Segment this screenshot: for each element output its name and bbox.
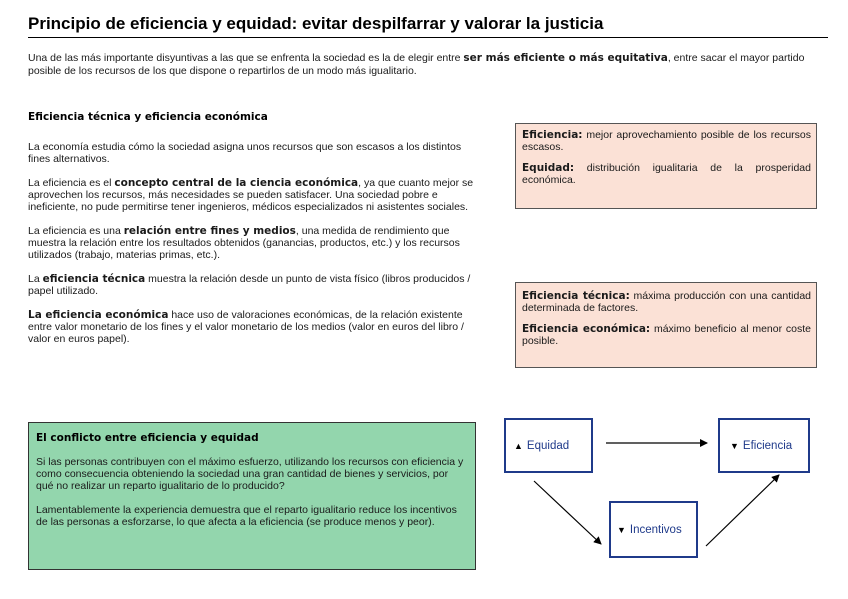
p2-before: La eficiencia es el bbox=[28, 177, 115, 189]
paragraph-3 bbox=[28, 225, 486, 261]
arrow-incentivos-to-eficiencia bbox=[706, 475, 779, 546]
definition-text: distribución igualitaria de la prosperidad económica. bbox=[522, 162, 811, 186]
p5-after: hace uso de valoraciones económicas, de la relación existente entre valor monetario de los fines y el valor monetario de los medios (valor en euros del libro / valor en euros papel). bbox=[28, 309, 464, 345]
p3-after: , una medida de rendimiento que muestra la relación entre los resultados obtenidos (ganancias, productos, etc.) y los recursos utilizados (trabajo, materias primas, etc.). bbox=[28, 225, 460, 261]
main-column bbox=[28, 111, 486, 357]
definition-equidad bbox=[522, 162, 811, 186]
definition-text: mejor aprovechamiento posible de los recursos escasos. bbox=[522, 129, 811, 153]
definitions-box-efficiency-equity bbox=[515, 123, 817, 209]
diagram-node-incentivos bbox=[609, 501, 698, 558]
conflict-paragraph-1: Si las personas contribuyen con el máximo esfuerzo, utilizando los recursos con eficiencia y como consecuencia obteniendo la sociedad una gran cantidad de bienes y servicios, por qué no realizar un reparto igualitario de lo producido? bbox=[36, 456, 464, 492]
node-label: Eficiencia bbox=[742, 439, 793, 452]
paragraph-5 bbox=[28, 309, 486, 345]
p4-before: La bbox=[28, 273, 43, 285]
intro-paragraph bbox=[28, 52, 828, 78]
triangle-down-icon: ▼ bbox=[617, 524, 626, 535]
definition-eficiencia-tecnica bbox=[522, 290, 811, 314]
node-label: Equidad bbox=[526, 439, 570, 452]
paragraph-4 bbox=[28, 273, 486, 297]
diagram-node-eficiencia bbox=[718, 418, 810, 473]
definition-eficiencia-economica bbox=[522, 323, 811, 347]
definition-text: máxima producción con una cantidad determinada de factores. bbox=[522, 290, 811, 314]
definition-term: Equidad: bbox=[522, 162, 575, 174]
p2-bold: concepto central de la ciencia económica bbox=[114, 177, 359, 189]
p3-bold: relación entre fines y medios bbox=[123, 225, 296, 237]
triangle-down-icon: ▼ bbox=[730, 440, 739, 451]
p2-after: , ya que cuanto mejor se aprovechen los recursos, más necesidades se pueden satisfacer. Una sociedad pobre e ineficiente, no pude permitirse tener ingenieros, médicos especializados ni asistentes sociales. bbox=[28, 177, 474, 213]
conflict-paragraph-2: Lamentablemente la experiencia demuestra que el reparto igualitario reduce los incentivos de las personas a esforzarse, lo que afecta a la eficiencia (se produce menos y peor). bbox=[36, 504, 457, 528]
intro-bold-text: ser más eficiente o más equitativa bbox=[463, 52, 668, 64]
definition-text: máximo beneficio al menor coste posible. bbox=[522, 323, 811, 347]
p4-after: muestra la relación desde un punto de vista físico (libros producidos / papel utilizado. bbox=[28, 273, 471, 297]
page-title: Principio de eficiencia y equidad: evitar despilfarrar y valorar la justicia bbox=[28, 14, 828, 38]
section-heading: Eficiencia técnica y eficiencia económica bbox=[28, 111, 268, 123]
intro-text-before: Una de las más importante disyuntivas a las que se enfrenta la sociedad es la de elegir entre bbox=[28, 52, 464, 64]
paragraph-1: La economía estudia cómo la sociedad asigna unos recursos que son escasos a los distintos fines alternativos. bbox=[28, 141, 462, 165]
definition-eficiencia bbox=[522, 129, 811, 153]
diagram-node-equidad bbox=[504, 418, 593, 473]
triangle-up-icon: ▲ bbox=[514, 440, 523, 451]
p5-bold: La eficiencia económica bbox=[28, 309, 169, 321]
conflict-box bbox=[28, 422, 476, 570]
p3-before: La eficiencia es una bbox=[28, 225, 124, 237]
definition-term: Eficiencia económica: bbox=[522, 323, 651, 335]
paragraph-2 bbox=[28, 177, 486, 213]
intro-text-after: , entre sacar el mayor partido posible de los recursos de los que dispone o repartirlos de un modo más igualitario. bbox=[28, 52, 805, 77]
definition-term: Eficiencia: bbox=[522, 129, 583, 141]
definitions-box-technical-economic bbox=[515, 282, 817, 368]
definition-term: Eficiencia técnica: bbox=[522, 290, 630, 302]
arrow-equidad-to-incentivos bbox=[534, 481, 601, 544]
conflict-heading: El conflicto entre eficiencia y equidad bbox=[36, 432, 259, 444]
p4-bold: eficiencia técnica bbox=[42, 273, 146, 285]
node-label: Incentivos bbox=[629, 523, 682, 536]
